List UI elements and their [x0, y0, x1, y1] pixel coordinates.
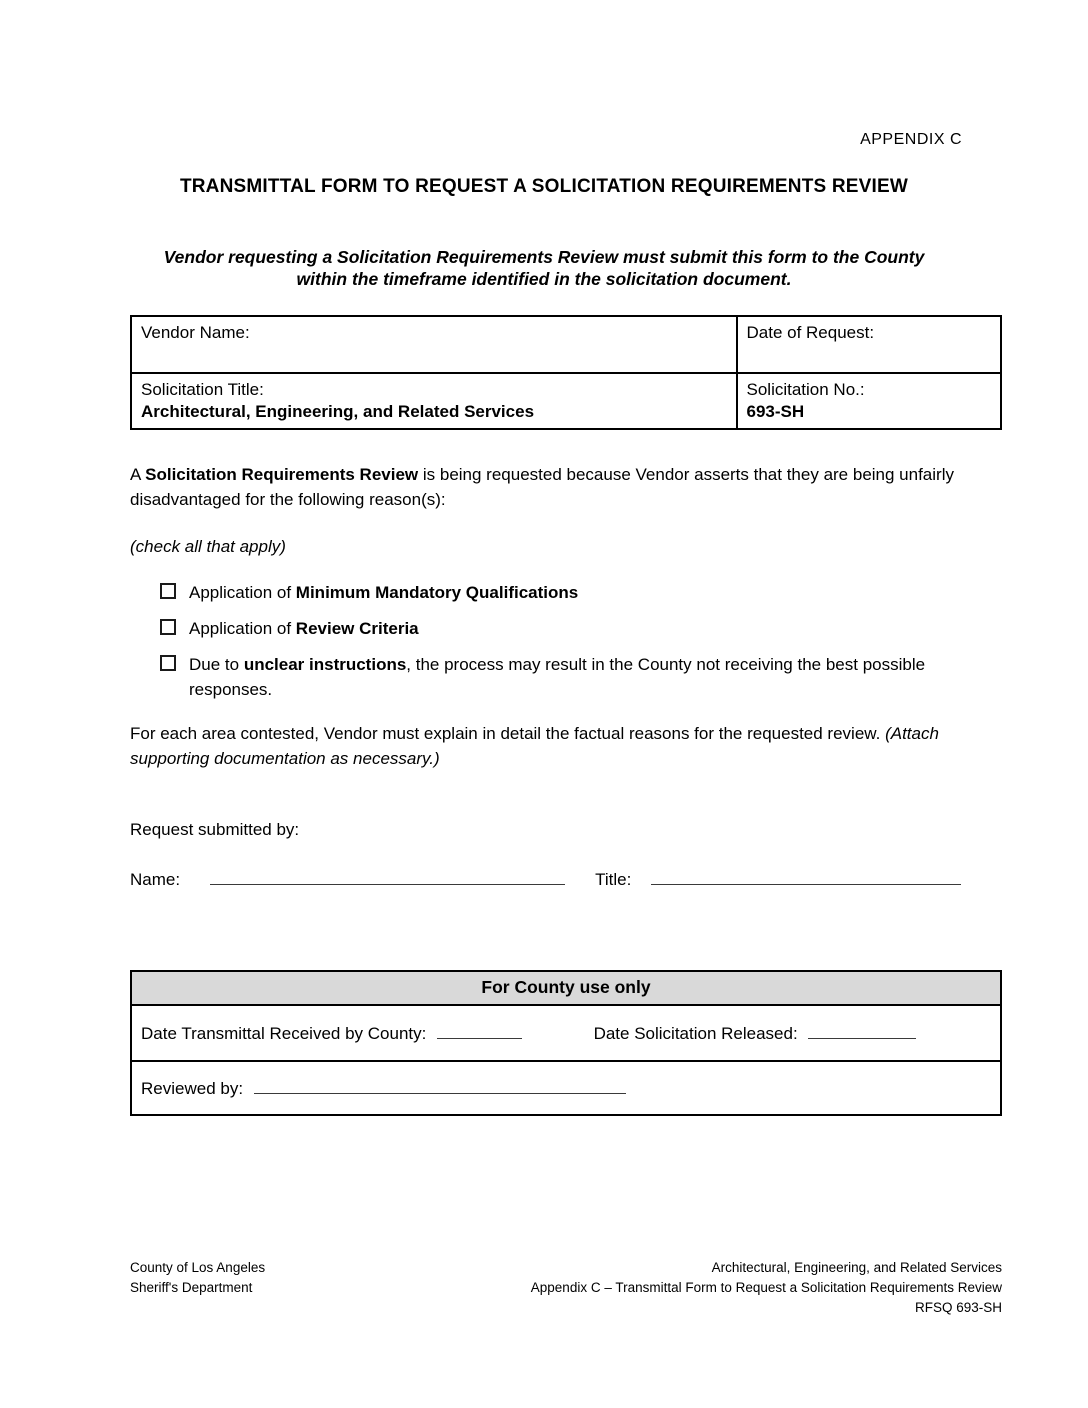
date-received-field[interactable] — [437, 1020, 522, 1039]
vendor-notice: Vendor requesting a Solicitation Requirements Review must submit this form to the County within the timeframe identified in the solicitation document. — [163, 247, 925, 289]
date-released-label: Date Solicitation Released: — [593, 1024, 798, 1043]
footer-doc-line: Architectural, Engineering, and Related Services — [711, 1260, 1002, 1275]
reason-intro-prefix: A — [130, 465, 146, 484]
solicitation-no-value: 693-SH — [746, 402, 805, 421]
date-released-field[interactable] — [808, 1020, 916, 1039]
name-label: Name: — [130, 870, 181, 889]
checklist-item-label — [189, 580, 578, 605]
explain-paragraph — [130, 721, 1010, 771]
page-title: TRANSMITTAL FORM TO REQUEST A SOLICITATION REQUIREMENTS REVIEW — [179, 176, 909, 197]
explain-italic-note: (Attach supporting documentation as necessary.) — [130, 724, 939, 768]
solicitation-no-cell — [737, 373, 1002, 429]
item-bold: Review Criteria — [295, 619, 419, 638]
appendix-label: APPENDIX C — [860, 131, 962, 148]
title-label: Title: — [595, 870, 632, 889]
table-row — [131, 316, 1001, 373]
checkbox-icon[interactable] — [160, 619, 176, 635]
footer-right — [531, 1258, 1002, 1318]
title-field[interactable] — [651, 866, 961, 885]
footer-org-line: County of Los Angeles — [130, 1260, 266, 1275]
table-row — [131, 373, 1001, 429]
footer-doc-line: Appendix C – Transmittal Form to Request a Solicitation Requirements Review — [530, 1280, 1002, 1295]
date-of-request-label: Date of Request: — [746, 323, 875, 342]
checklist-item-label — [189, 616, 419, 641]
date-of-request-cell[interactable] — [737, 316, 1002, 373]
vendor-name-cell[interactable] — [131, 316, 737, 373]
reviewed-by-field[interactable] — [254, 1075, 626, 1094]
checklist-item-review-criteria — [160, 616, 1010, 641]
request-submitted-by-label: Request submitted by: — [130, 820, 300, 839]
item-suffix: , the process may result in the County not receiving the best possible responses. — [189, 655, 926, 699]
solicitation-title-value: Architectural, Engineering, and Related Services — [141, 402, 535, 421]
county-dates-row — [132, 1006, 1000, 1062]
item-prefix: Due to — [189, 655, 244, 674]
item-bold: Minimum Mandatory Qualifications — [295, 583, 579, 602]
name-field[interactable] — [210, 866, 565, 885]
date-received-label: Date Transmittal Received by County: — [141, 1024, 427, 1043]
check-all-note: (check all that apply) — [130, 537, 286, 556]
reason-checklist — [130, 580, 1010, 702]
item-prefix: Application of — [189, 583, 296, 602]
solicitation-title-cell — [131, 373, 737, 429]
checkbox-icon[interactable] — [160, 583, 176, 599]
solicitation-info-table — [130, 315, 1002, 430]
name-title-row — [130, 866, 1010, 892]
checklist-item-min-mandatory-qualifications — [160, 580, 1010, 605]
vendor-name-label: Vendor Name: — [141, 323, 250, 342]
checklist-item-unclear-instructions — [160, 652, 1010, 702]
item-prefix: Application of — [189, 619, 296, 638]
reason-intro-bold: Solicitation Requirements Review — [145, 465, 419, 484]
footer-doc-line: RFSQ 693-SH — [914, 1300, 1002, 1315]
footer-org-line: Sheriff's Department — [130, 1280, 253, 1295]
page-footer — [130, 1258, 1002, 1318]
county-reviewed-row — [132, 1062, 1000, 1114]
reason-intro-paragraph — [130, 462, 1010, 512]
county-use-only-box — [130, 970, 1002, 1116]
solicitation-no-label: Solicitation No.: — [746, 380, 865, 399]
footer-left — [130, 1258, 265, 1318]
reviewed-by-label: Reviewed by: — [141, 1079, 244, 1098]
checklist-item-label — [189, 652, 1010, 702]
solicitation-title-label: Solicitation Title: — [141, 380, 264, 399]
checkbox-icon[interactable] — [160, 655, 176, 671]
item-bold: unclear instructions — [243, 655, 407, 674]
reason-intro-suffix: is being requested because Vendor asserts that they are being unfairly disadvantaged for the following reason(s): — [130, 465, 954, 509]
form-content — [130, 315, 1010, 1116]
county-box-header: For County use only — [132, 972, 1000, 1006]
explain-text: For each area contested, Vendor must explain in detail the factual reasons for the requested review. — [130, 724, 881, 743]
